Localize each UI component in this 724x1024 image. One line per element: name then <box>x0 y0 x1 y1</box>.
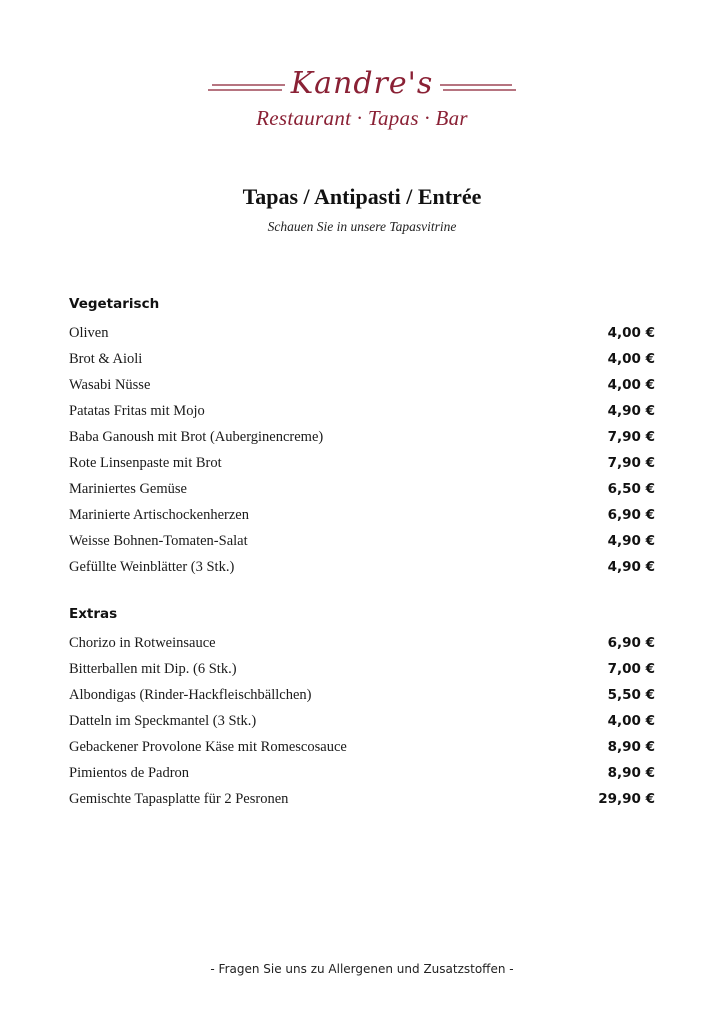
item-name: Marinierte Artischockenherzen <box>69 506 249 523</box>
item-name: Baba Ganoush mit Brot (Auberginencreme) <box>69 428 324 445</box>
item-price: 7,90 € <box>607 455 655 471</box>
menu-item <box>69 372 655 398</box>
item-name: Brot & Aioli <box>69 350 143 367</box>
menu-item <box>69 760 655 786</box>
menu-item <box>69 708 655 734</box>
menu-item <box>69 786 655 812</box>
menu-item <box>69 398 655 424</box>
item-price: 4,90 € <box>607 403 655 419</box>
menu-item <box>69 528 655 554</box>
item-name: Rote Linsenpaste mit Brot <box>69 454 222 471</box>
item-price: 4,90 € <box>607 559 655 575</box>
item-name: Weisse Bohnen-Tomaten-Salat <box>69 532 248 549</box>
section-heading: Vegetarisch <box>69 296 160 312</box>
menu-item <box>69 554 655 580</box>
item-name: Patatas Fritas mit Mojo <box>69 402 205 419</box>
item-name: Chorizo in Rotweinsauce <box>69 634 216 651</box>
item-price: 6,90 € <box>607 507 655 523</box>
item-price: 4,00 € <box>607 377 655 393</box>
item-price: 7,00 € <box>607 661 655 677</box>
section-vegetarisch <box>69 294 655 580</box>
item-price: 6,90 € <box>607 635 655 651</box>
item-name: Wasabi Nüsse <box>69 376 151 393</box>
menu-item <box>69 630 655 656</box>
tagline: Restaurant · Tapas · Bar <box>256 106 468 130</box>
menu-item <box>69 502 655 528</box>
restaurant-logo <box>0 62 724 102</box>
item-price: 4,00 € <box>607 325 655 341</box>
item-name: Pimientos de Padron <box>69 764 190 781</box>
allergen-note: - Fragen Sie uns zu Allergenen und Zusatzstoffen - <box>210 962 514 976</box>
item-name: Gemischte Tapasplatte für 2 Pesronen <box>69 790 289 807</box>
item-name: Bitterballen mit Dip. (6 Stk.) <box>69 660 237 677</box>
menu-item <box>69 682 655 708</box>
item-price: 7,90 € <box>607 429 655 445</box>
item-price: 4,00 € <box>607 351 655 367</box>
item-price: 4,00 € <box>607 713 655 729</box>
menu-item <box>69 476 655 502</box>
item-name: Oliven <box>69 324 109 341</box>
section-heading: Extras <box>69 606 118 622</box>
menu-item <box>69 734 655 760</box>
item-price: 5,50 € <box>607 687 655 703</box>
item-price: 8,90 € <box>607 739 655 755</box>
item-price: 6,50 € <box>607 481 655 497</box>
menu-item <box>69 656 655 682</box>
item-name: Gefüllte Weinblätter (3 Stk.) <box>69 558 235 575</box>
page-title: Tapas / Antipasti / Entrée <box>242 184 482 209</box>
page-subtitle: Schauen Sie in unsere Tapasvitrine <box>267 219 457 234</box>
menu-item <box>69 320 655 346</box>
item-name: Datteln im Speckmantel (3 Stk.) <box>69 712 257 729</box>
item-name: Albondigas (Rinder-Hackfleischbällchen) <box>69 686 312 703</box>
item-name: Gebackener Provolone Käse mit Romescosauce <box>69 738 347 755</box>
menu-item <box>69 450 655 476</box>
item-price: 29,90 € <box>598 791 655 807</box>
menu-item <box>69 346 655 372</box>
item-name: Mariniertes Gemüse <box>69 480 187 497</box>
menu-item <box>69 424 655 450</box>
section-extras <box>69 604 655 812</box>
item-price: 4,90 € <box>607 533 655 549</box>
item-price: 8,90 € <box>607 765 655 781</box>
logo-text: Kandre's <box>290 66 434 101</box>
